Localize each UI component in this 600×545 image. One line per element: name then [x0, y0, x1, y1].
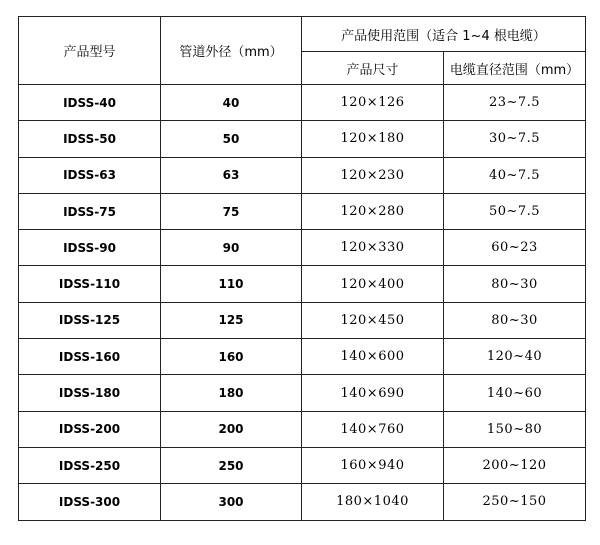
cell-size: 120×400	[302, 266, 444, 302]
cell-cable-range: 50~7.5	[444, 193, 586, 229]
cell-model: IDSS-160	[19, 339, 161, 375]
cell-cable-range: 80~30	[444, 302, 586, 338]
cell-model: IDSS-200	[19, 411, 161, 447]
cell-size: 120×280	[302, 193, 444, 229]
cell-model: IDSS-75	[19, 193, 161, 229]
cell-size: 140×600	[302, 339, 444, 375]
cell-diameter: 160	[161, 339, 302, 375]
header-usage-range: 产品使用范围（适合 1~4 根电缆）	[302, 17, 586, 52]
cell-model: IDSS-125	[19, 302, 161, 338]
table-row	[19, 193, 586, 229]
table-row	[19, 121, 586, 157]
cell-cable-range: 30~7.5	[444, 121, 586, 157]
cell-size: 120×230	[302, 157, 444, 193]
header-pipe-diameter: 管道外径（mm）	[161, 17, 302, 85]
cell-cable-range: 23~7.5	[444, 85, 586, 121]
cell-cable-range: 60~23	[444, 230, 586, 266]
table-row	[19, 266, 586, 302]
cell-size: 120×330	[302, 230, 444, 266]
cell-size: 160×940	[302, 447, 444, 483]
cell-diameter: 75	[161, 193, 302, 229]
cell-model: IDSS-110	[19, 266, 161, 302]
cell-size: 140×760	[302, 411, 444, 447]
cell-model: IDSS-90	[19, 230, 161, 266]
cell-model: IDSS-63	[19, 157, 161, 193]
cell-cable-range: 40~7.5	[444, 157, 586, 193]
cell-diameter: 63	[161, 157, 302, 193]
cell-diameter: 90	[161, 230, 302, 266]
cell-model: IDSS-50	[19, 121, 161, 157]
cell-cable-range: 200~120	[444, 447, 586, 483]
spec-table	[18, 16, 586, 521]
header-model: 产品型号	[19, 17, 161, 85]
table-row	[19, 375, 586, 411]
cell-size: 180×1040	[302, 484, 444, 520]
cell-size: 140×690	[302, 375, 444, 411]
table-row	[19, 157, 586, 193]
table-row	[19, 85, 586, 121]
cell-diameter: 40	[161, 85, 302, 121]
table-row	[19, 484, 586, 520]
cell-cable-range: 140~60	[444, 375, 586, 411]
cell-diameter: 125	[161, 302, 302, 338]
table-row	[19, 447, 586, 483]
cell-cable-range: 80~30	[444, 266, 586, 302]
cell-diameter: 200	[161, 411, 302, 447]
cell-model: IDSS-40	[19, 85, 161, 121]
cell-diameter: 300	[161, 484, 302, 520]
cell-size: 120×126	[302, 85, 444, 121]
table-row	[19, 230, 586, 266]
table-row	[19, 411, 586, 447]
cell-cable-range: 150~80	[444, 411, 586, 447]
table-row	[19, 302, 586, 338]
cell-model: IDSS-250	[19, 447, 161, 483]
cell-diameter: 50	[161, 121, 302, 157]
cell-diameter: 250	[161, 447, 302, 483]
cell-model: IDSS-300	[19, 484, 161, 520]
cell-diameter: 180	[161, 375, 302, 411]
header-cable-range: 电缆直径范围（mm）	[444, 52, 586, 85]
cell-cable-range: 250~150	[444, 484, 586, 520]
cell-size: 120×180	[302, 121, 444, 157]
cell-diameter: 110	[161, 266, 302, 302]
cell-cable-range: 120~40	[444, 339, 586, 375]
table-row	[19, 339, 586, 375]
header-product-size: 产品尺寸	[302, 52, 444, 85]
header-row	[19, 17, 586, 52]
cell-model: IDSS-180	[19, 375, 161, 411]
cell-size: 120×450	[302, 302, 444, 338]
